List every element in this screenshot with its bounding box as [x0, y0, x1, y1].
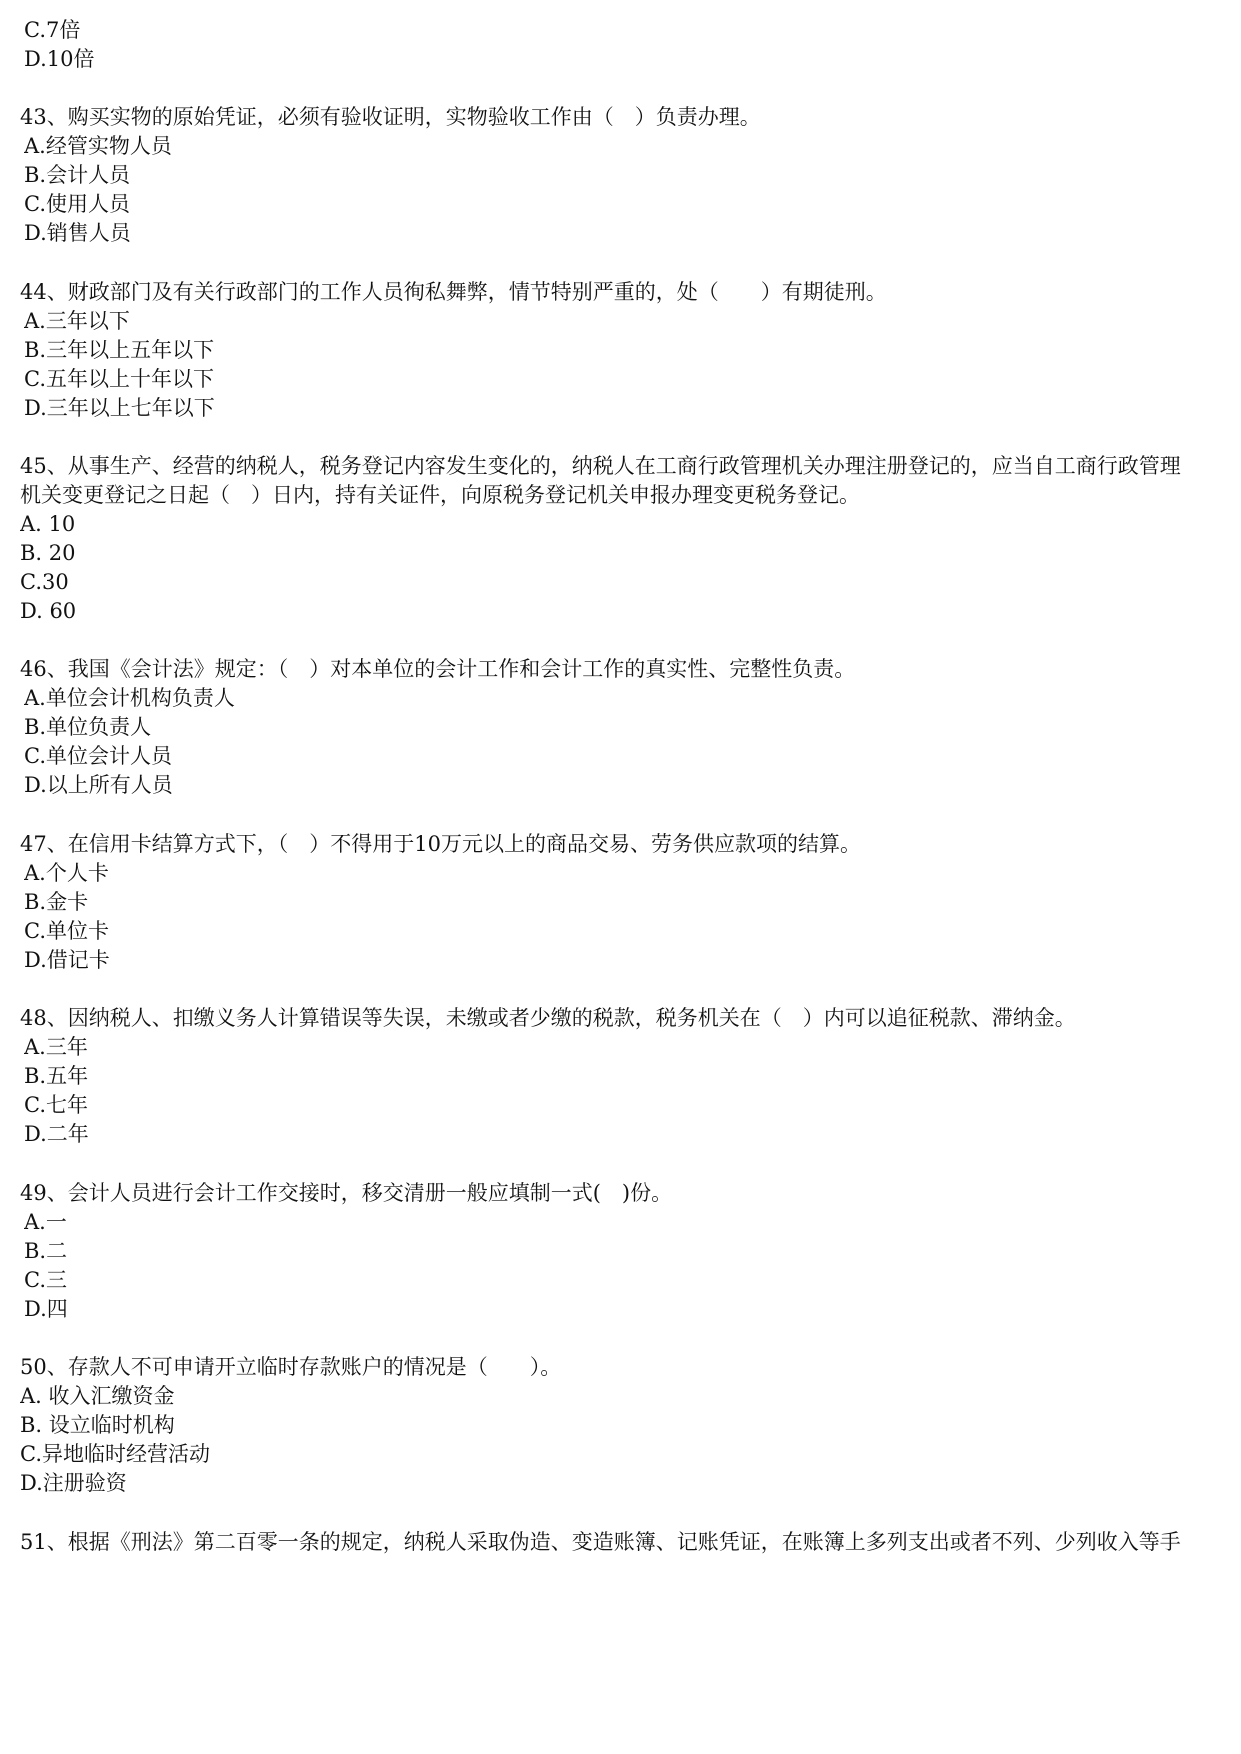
- option-b: B.单位负责人: [24, 715, 152, 739]
- option-b: B. 20: [20, 541, 76, 565]
- option-d: D.二年: [24, 1122, 89, 1146]
- option-c: C.五年以上十年以下: [24, 367, 214, 391]
- option-b: B. 设立临时机构: [20, 1413, 175, 1437]
- question-44: 44、财政部门及有关行政部门的工作人员徇私舞弊，情节特别严重的，处（ ）有期徒刑。: [20, 280, 887, 304]
- option-a: A.三年: [24, 1035, 88, 1059]
- option-d: D.四: [24, 1297, 68, 1321]
- option-a: A.单位会计机构负责人: [24, 686, 235, 710]
- option-b: B.二: [24, 1239, 68, 1263]
- question-48: 48、因纳税人、扣缴义务人计算错误等失误，未缴或者少缴的税款，税务机关在（ ）内可以追征税款、滞纳金。: [20, 1006, 1076, 1030]
- option-d: D.注册验资: [20, 1471, 127, 1495]
- question-46: 46、我国《会计法》规定：（ ）对本单位的会计工作和会计工作的真实性、完整性负责。: [20, 657, 856, 681]
- option-a: A.一: [24, 1210, 67, 1234]
- question-51: 51、根据《刑法》第二百零一条的规定，纳税人采取伪造、变造账簿、记账凭证，在账簿上多列支出或者不列、少列收入等手: [20, 1530, 1181, 1554]
- option-a: A.经管实物人员: [24, 134, 172, 158]
- option-b: B.会计人员: [24, 163, 131, 187]
- option-b: B.金卡: [24, 890, 89, 914]
- question-45-line-2: 机关变更登记之日起（ ）日内，持有关证件，向原税务登记机关申报办理变更税务登记。: [20, 483, 860, 507]
- option-b: B.三年以上五年以下: [24, 338, 215, 362]
- question-47: 47、在信用卡结算方式下，（ ）不得用于10万元以上的商品交易、劳务供应款项的结算。: [20, 832, 861, 856]
- option-c: C.30: [20, 570, 69, 594]
- option-d: D.借记卡: [24, 948, 110, 972]
- question-50: 50、存款人不可申请开立临时存款账户的情况是（ ）。: [20, 1355, 562, 1379]
- option-d: D.销售人员: [24, 221, 131, 245]
- option-c: C.7倍: [24, 18, 81, 42]
- option-b: B.五年: [24, 1064, 89, 1088]
- option-c: C.单位会计人员: [24, 744, 172, 768]
- option-a: A.个人卡: [24, 861, 109, 885]
- question-45-line-1: 45、从事生产、经营的纳税人，税务登记内容发生变化的，纳税人在工商行政管理机关办理注册登记的，应当自工商行政管理: [20, 454, 1181, 478]
- option-d: D.以上所有人员: [24, 773, 173, 797]
- option-c: C.使用人员: [24, 192, 130, 216]
- question-49: 49、会计人员进行会计工作交接时，移交清册一般应填制一式( )份。: [20, 1181, 673, 1205]
- option-c: C.三: [24, 1268, 67, 1292]
- option-a: A. 10: [20, 512, 76, 536]
- option-a: A. 收入汇缴资金: [20, 1384, 175, 1408]
- option-c: C.单位卡: [24, 919, 109, 943]
- option-c: C.七年: [24, 1093, 88, 1117]
- option-d: D.三年以上七年以下: [24, 396, 215, 420]
- option-d: D. 60: [20, 599, 77, 623]
- option-c: C.异地临时经营活动: [20, 1442, 210, 1466]
- option-d: D.10倍: [24, 47, 95, 71]
- option-a: A.三年以下: [24, 309, 130, 333]
- question-43: 43、购买实物的原始凭证，必须有验收证明，实物验收工作由（ ）负责办理。: [20, 105, 761, 129]
